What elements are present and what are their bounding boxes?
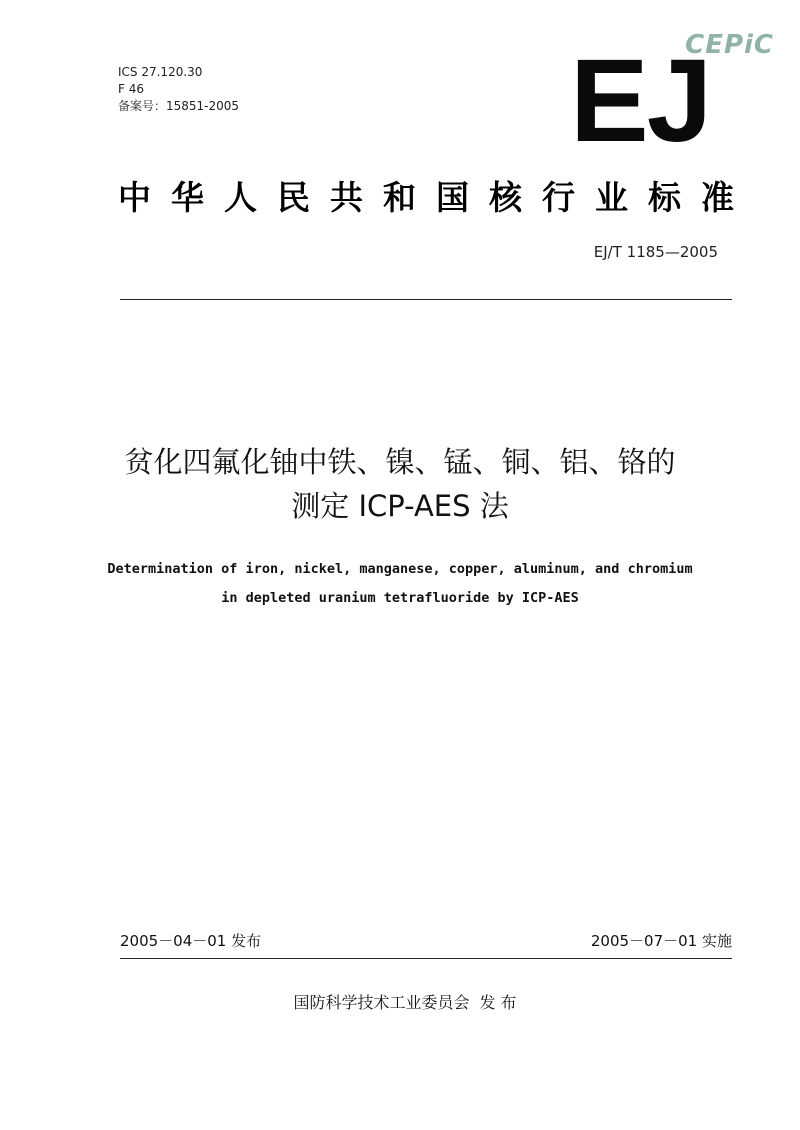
english-title (60, 555, 740, 613)
chinese-title (60, 440, 740, 528)
publisher (0, 990, 800, 1013)
ej-mark: EJ (570, 35, 711, 167)
chinese-title-line-1: 贫化四氟化铀中铁、镍、锰、铜、铝、铬的 (124, 445, 676, 479)
publisher-action: 发 布 (479, 993, 517, 1012)
publisher-name: 国防科学技术工业委员会 (293, 993, 470, 1012)
org-title: 中华人民共和国核行业标准 (118, 178, 734, 217)
bottom-divider (120, 958, 732, 959)
english-title-line-1: Determination of iron, nickel, manganese, copper, aluminum, and chromium (107, 561, 693, 577)
meta-block (118, 64, 239, 115)
chinese-title-line-2: 测定 ICP-AES 法 (291, 489, 509, 523)
english-title-line-2: in depleted uranium tetrafluoride by ICP-AES (221, 590, 579, 606)
issue-date: 2005－04－01 发布 (120, 932, 262, 950)
cepic-logo: CEPiC (685, 30, 774, 60)
ics-code: ICS 27.120.30 (118, 65, 203, 79)
record-number: 备案号：15851-2005 (118, 99, 240, 113)
standard-number: EJ/T 1185—2005 (593, 243, 718, 261)
classification-code: F 46 (118, 82, 144, 96)
implement-date: 2005－07－01 实施 (590, 932, 732, 950)
top-divider (120, 299, 732, 300)
